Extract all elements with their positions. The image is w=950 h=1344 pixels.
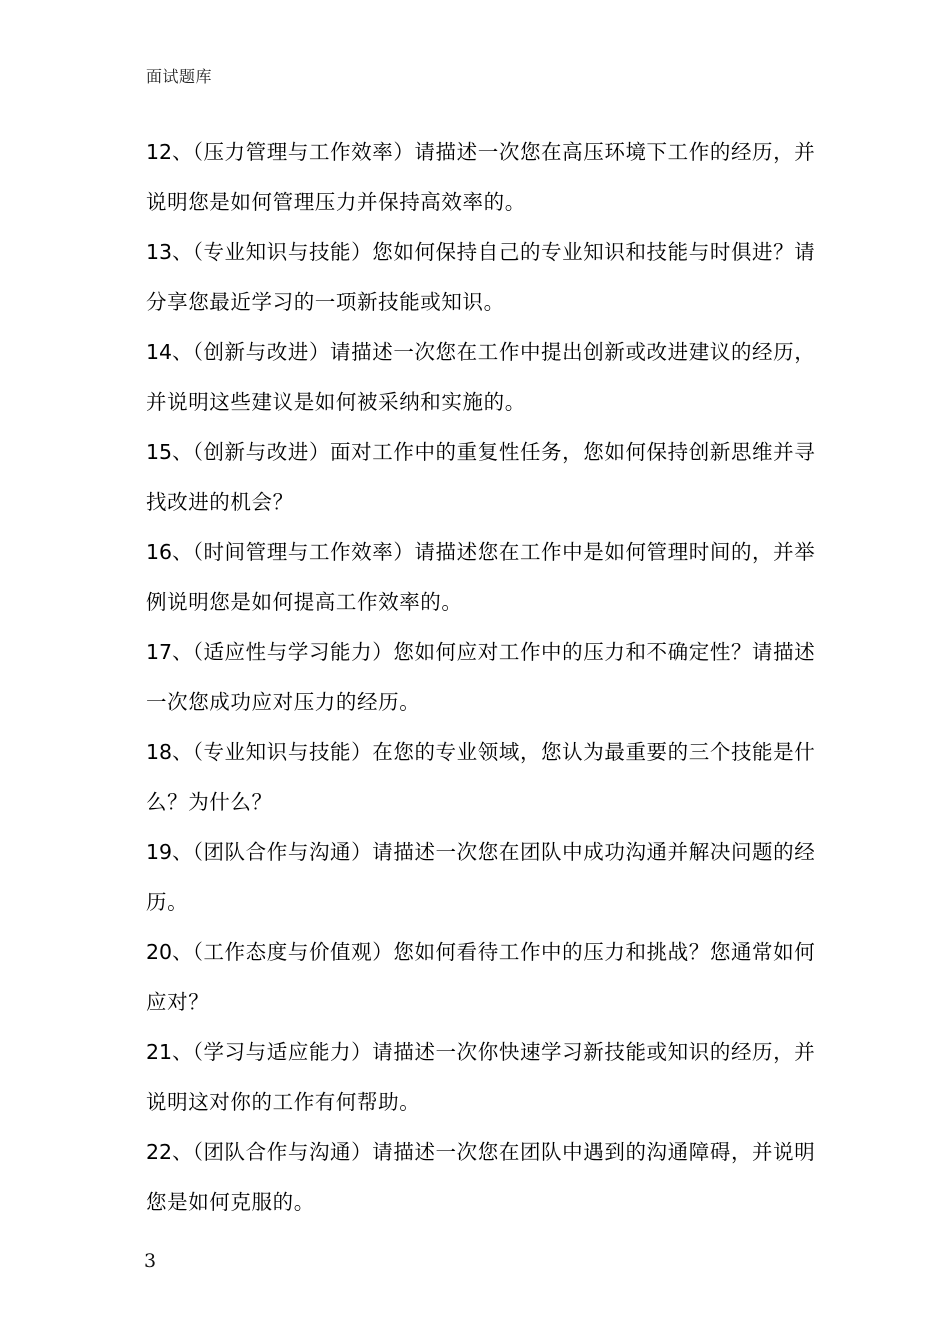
- question-number: 17、: [146, 640, 193, 664]
- question-number: 12、: [146, 140, 193, 164]
- question-item-18: [146, 727, 836, 827]
- question-number: 14、: [146, 340, 193, 364]
- question-text: （时间管理与工作效率）请描述您在工作中是如何管理时间的，并举例说明您是如何提高工作效率的。: [146, 540, 816, 614]
- question-number: 15、: [146, 440, 193, 464]
- question-text: （适应性与学习能力）您如何应对工作中的压力和不确定性？请描述一次您成功应对压力的经历。: [146, 640, 816, 714]
- question-item-22: [146, 1127, 836, 1227]
- question-number: 13、: [146, 240, 193, 264]
- question-text: （创新与改进）面对工作中的重复性任务，您如何保持创新思维并寻找改进的机会？: [146, 440, 816, 514]
- question-item-20: [146, 927, 836, 1027]
- page-number: 3: [144, 1250, 157, 1272]
- question-text: （学习与适应能力）请描述一次你快速学习新技能或知识的经历，并说明这对你的工作有何帮助。: [146, 1040, 816, 1114]
- page-header-title: 面试题库: [146, 67, 213, 86]
- question-item-19: [146, 827, 836, 927]
- question-number: 20、: [146, 940, 193, 964]
- question-text: （团队合作与沟通）请描述一次您在团队中成功沟通并解决问题的经历。: [146, 840, 816, 914]
- question-item-15: [146, 427, 836, 527]
- question-number: 18、: [146, 740, 193, 764]
- question-number: 19、: [146, 840, 193, 864]
- question-item-13: [146, 227, 836, 327]
- question-number: 21、: [146, 1040, 193, 1064]
- question-text: （团队合作与沟通）请描述一次您在团队中遇到的沟通障碍，并说明您是如何克服的。: [146, 1140, 816, 1214]
- question-item-14: [146, 327, 836, 427]
- question-item-21: [146, 1027, 836, 1127]
- question-text: （工作态度与价值观）您如何看待工作中的压力和挑战？您通常如何应对？: [146, 940, 816, 1014]
- question-number: 16、: [146, 540, 193, 564]
- question-list: [146, 127, 836, 1227]
- question-item-12: [146, 127, 836, 227]
- question-text: （创新与改进）请描述一次您在工作中提出创新或改进建议的经历，并说明这些建议是如何被采纳和实施的。: [146, 340, 816, 414]
- question-text: （专业知识与技能）您如何保持自己的专业知识和技能与时俱进？请分享您最近学习的一项新技能或知识。: [146, 240, 816, 314]
- question-item-17: [146, 627, 836, 727]
- question-item-16: [146, 527, 836, 627]
- question-text: （专业知识与技能）在您的专业领域，您认为最重要的三个技能是什么？为什么？: [146, 740, 816, 814]
- question-text: （压力管理与工作效率）请描述一次您在高压环境下工作的经历，并说明您是如何管理压力并保持高效率的。: [146, 140, 816, 214]
- question-number: 22、: [146, 1140, 193, 1164]
